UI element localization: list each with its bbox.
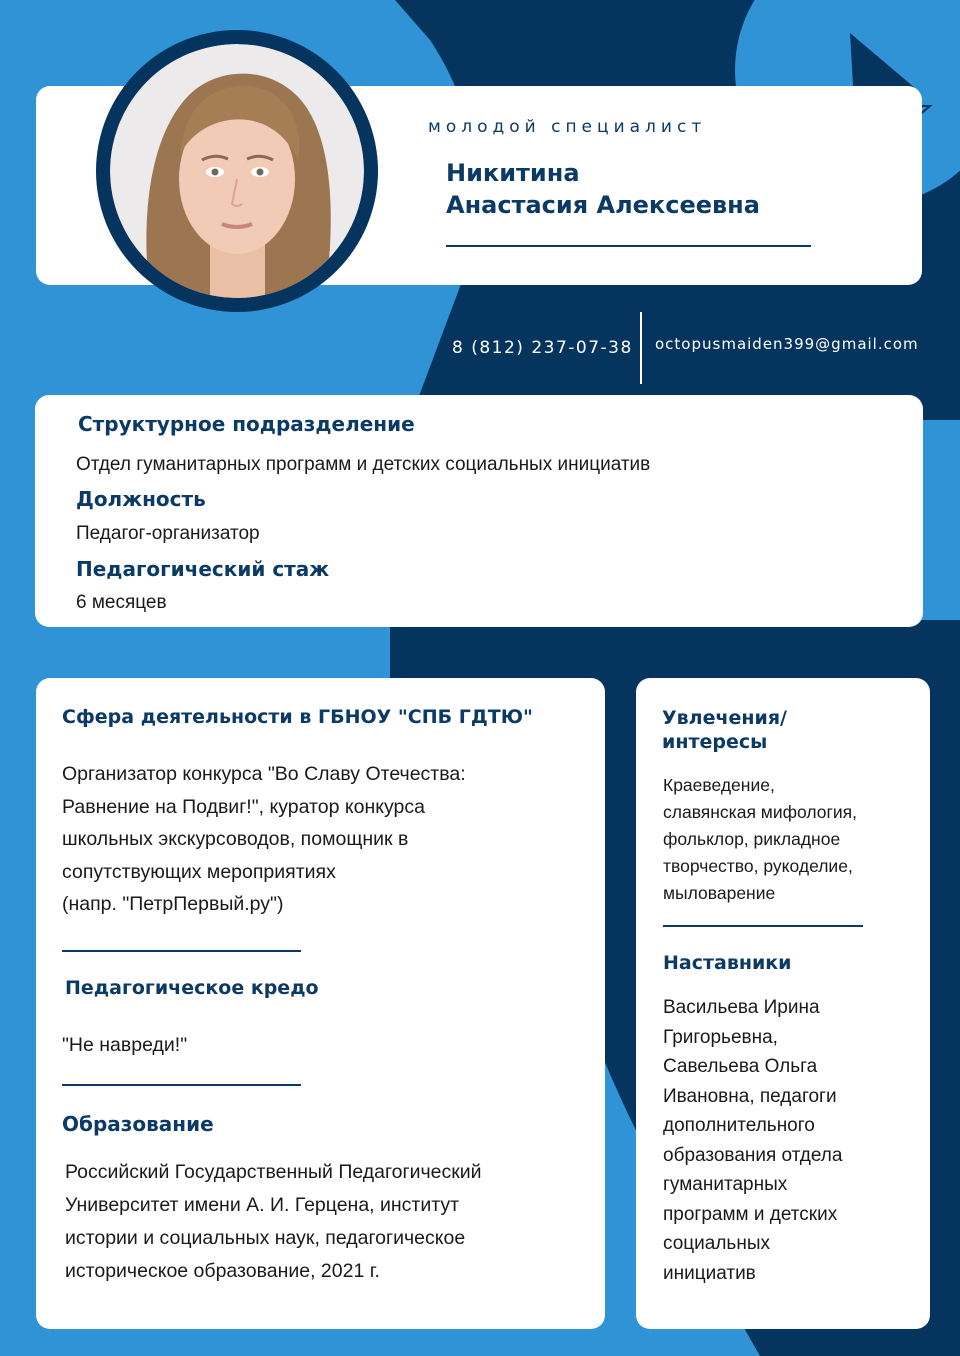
hobby-line: мыловарение (663, 883, 776, 903)
mentor-line: Савельева Ольга (663, 1056, 818, 1077)
header-subtitle: молодой специалист (428, 117, 707, 137)
credo-value: "Не навреди!" (62, 1034, 188, 1056)
hobbies-divider (663, 925, 863, 927)
phone-number[interactable]: 8 (812) 237-07-38 (452, 338, 633, 358)
sphere-title: Сфера деятельности в ГБНОУ "СПБ ГДТЮ" (62, 706, 533, 728)
education-line: Российский Государственный Педагогический (65, 1161, 482, 1183)
education-line: историческое образование, 2021 г. (65, 1260, 380, 1282)
sphere-text (62, 758, 466, 921)
person-name-line2: Анастасия Алексеевна (446, 191, 760, 219)
hobbies-title-line2: интересы (662, 731, 768, 753)
mentor-line: Григорьевна, (663, 1026, 778, 1048)
mentor-line: гуманитарных (663, 1174, 788, 1195)
activity-card (36, 678, 605, 1329)
hobby-line: творчество, рукоделие, (663, 856, 853, 876)
info-card (35, 395, 923, 627)
mentor-line: социальных (663, 1233, 770, 1254)
mentors-title: Наставники (663, 952, 792, 974)
position-title: Должность (76, 487, 206, 511)
portrait-photo (96, 30, 378, 312)
experience-title: Педагогический стаж (76, 557, 330, 581)
sphere-divider (62, 950, 301, 952)
education-text (65, 1156, 482, 1288)
sphere-line: школьных экскурсоводов, помощник в (62, 828, 409, 850)
mentor-line: инициатив (663, 1262, 756, 1284)
education-title: Образование (62, 1112, 214, 1136)
position-value: Педагог-организатор (76, 523, 260, 544)
header-divider (446, 245, 811, 247)
hobbies-text (663, 772, 857, 907)
credo-title: Педагогическое кредо (65, 977, 319, 999)
contacts-divider (640, 312, 642, 384)
credo-divider (62, 1084, 301, 1086)
interests-card (636, 678, 930, 1329)
mentors-text (663, 993, 842, 1288)
experience-value: 6 месяцев (76, 592, 167, 613)
hobby-line: славянская мифология, (663, 802, 857, 822)
mentor-line: дополнительного (663, 1115, 815, 1136)
person-name-line1: Никитина (446, 159, 580, 187)
mentor-line: Ивановна, педагоги (663, 1085, 837, 1107)
division-value: Отдел гуманитарных программ и детских социальных инициатив (76, 454, 651, 475)
mentor-line: Васильева Ирина (663, 997, 820, 1018)
education-line: истории и социальных наук, педагогическое (65, 1227, 466, 1249)
mentor-line: образования отдела (663, 1144, 843, 1166)
mentor-line: программ и детских (663, 1203, 838, 1225)
hobbies-title-line1: Увлечения/ (662, 707, 787, 729)
division-title: Структурное подразделение (78, 412, 415, 436)
sphere-line: (напр. "ПетрПервый.ру") (62, 893, 284, 915)
sphere-line: сопутствующих мероприятиях (62, 860, 336, 883)
sphere-line: Организатор конкурса "Во Славу Отечества: (62, 763, 466, 785)
email-address[interactable]: octopusmaiden399@gmail.com (655, 335, 919, 353)
hobby-line: Краеведение, (663, 775, 775, 795)
education-line: Университет имени А. И. Герцена, институт (65, 1194, 460, 1216)
sphere-line: Равнение на Подвиг!", куратор конкурса (62, 795, 425, 818)
hobby-line: фольклор, рикладное (663, 829, 841, 849)
